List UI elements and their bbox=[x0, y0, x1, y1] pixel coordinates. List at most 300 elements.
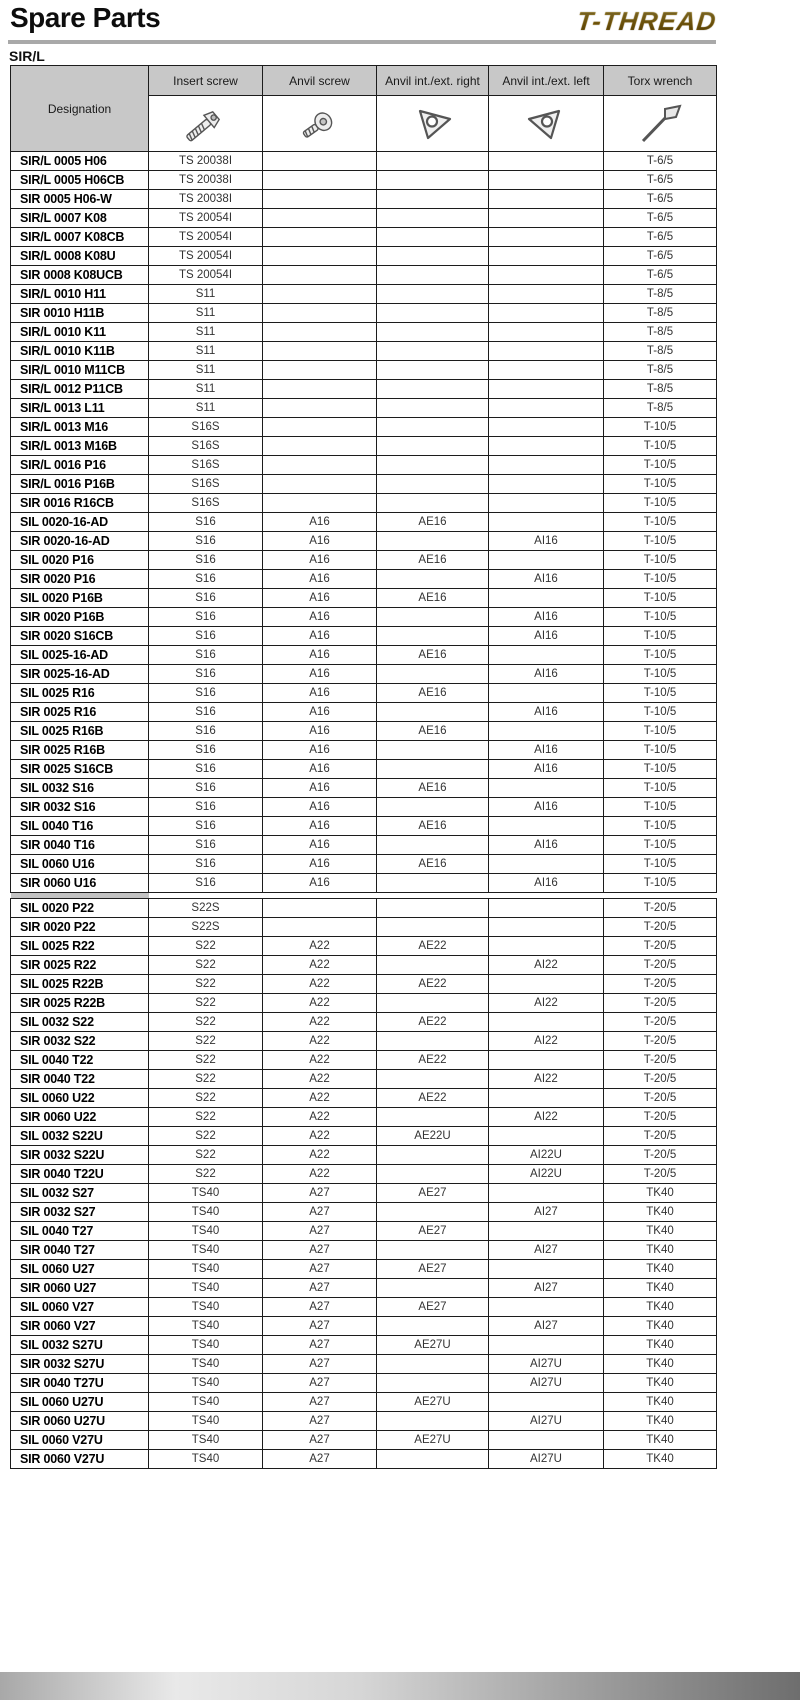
value-cell bbox=[489, 551, 604, 570]
value-cell bbox=[263, 494, 377, 513]
table-row bbox=[11, 1355, 717, 1374]
value-cell: A22 bbox=[263, 1032, 377, 1051]
table-row bbox=[11, 1222, 717, 1241]
value-cell bbox=[377, 665, 489, 684]
value-cell bbox=[377, 228, 489, 247]
value-cell: AI22U bbox=[489, 1165, 604, 1184]
table-row bbox=[11, 798, 717, 817]
value-cell: S16 bbox=[149, 646, 263, 665]
value-cell bbox=[489, 247, 604, 266]
value-cell: TS 20038I bbox=[149, 190, 263, 209]
value-cell: T-10/5 bbox=[604, 475, 717, 494]
value-cell: TK40 bbox=[604, 1412, 717, 1431]
column-header-insert-screw: Insert screw bbox=[149, 66, 263, 96]
value-cell bbox=[263, 190, 377, 209]
value-cell: TK40 bbox=[604, 1184, 717, 1203]
value-cell: AE16 bbox=[377, 855, 489, 874]
value-cell: AI27 bbox=[489, 1317, 604, 1336]
value-cell: S22 bbox=[149, 975, 263, 994]
table-row bbox=[11, 380, 717, 399]
designation-cell: SIR 0008 K08UCB bbox=[11, 266, 149, 285]
value-cell: AI27U bbox=[489, 1374, 604, 1393]
value-cell: TK40 bbox=[604, 1374, 717, 1393]
value-cell: A16 bbox=[263, 627, 377, 646]
value-cell bbox=[377, 437, 489, 456]
value-cell: S16 bbox=[149, 532, 263, 551]
anvil-insert-right-icon bbox=[405, 100, 461, 148]
value-cell bbox=[489, 1431, 604, 1450]
designation-cell: SIR 0060 V27U bbox=[11, 1450, 149, 1469]
value-cell: T-10/5 bbox=[604, 779, 717, 798]
value-cell bbox=[377, 247, 489, 266]
value-cell bbox=[377, 1070, 489, 1089]
value-cell: AI16 bbox=[489, 570, 604, 589]
value-cell: A16 bbox=[263, 817, 377, 836]
value-cell bbox=[377, 899, 489, 918]
table-row bbox=[11, 1203, 717, 1222]
value-cell: S22 bbox=[149, 1032, 263, 1051]
designation-cell: SIR 0040 T27 bbox=[11, 1241, 149, 1260]
value-cell: A16 bbox=[263, 703, 377, 722]
value-cell: A16 bbox=[263, 589, 377, 608]
designation-cell: SIR 0060 U22 bbox=[11, 1108, 149, 1127]
value-cell bbox=[377, 304, 489, 323]
value-cell bbox=[489, 918, 604, 937]
value-cell bbox=[263, 323, 377, 342]
value-cell: S16 bbox=[149, 589, 263, 608]
value-cell: AI16 bbox=[489, 665, 604, 684]
value-cell: T-8/5 bbox=[604, 285, 717, 304]
designation-cell: SIR 0025 R16 bbox=[11, 703, 149, 722]
designation-cell: SIL 0060 U16 bbox=[11, 855, 149, 874]
table-row bbox=[11, 247, 717, 266]
table-row bbox=[11, 361, 717, 380]
designation-cell: SIR 0060 U27U bbox=[11, 1412, 149, 1431]
value-cell: A16 bbox=[263, 665, 377, 684]
value-cell: TS40 bbox=[149, 1412, 263, 1431]
value-cell: AI27 bbox=[489, 1241, 604, 1260]
value-cell: AI16 bbox=[489, 627, 604, 646]
value-cell bbox=[489, 646, 604, 665]
value-cell: A27 bbox=[263, 1450, 377, 1469]
value-cell: T-10/5 bbox=[604, 684, 717, 703]
table-row bbox=[11, 779, 717, 798]
value-cell: S11 bbox=[149, 342, 263, 361]
anvil-right-icon-cell bbox=[377, 96, 489, 152]
value-cell: T-8/5 bbox=[604, 380, 717, 399]
value-cell: S16 bbox=[149, 741, 263, 760]
column-header-torx-wrench: Torx wrench bbox=[604, 66, 717, 96]
spare-parts-table bbox=[10, 65, 717, 1469]
table-row bbox=[11, 608, 717, 627]
table-row bbox=[11, 1393, 717, 1412]
value-cell: A16 bbox=[263, 551, 377, 570]
value-cell bbox=[263, 266, 377, 285]
value-cell: TS 20054I bbox=[149, 228, 263, 247]
value-cell bbox=[489, 1089, 604, 1108]
value-cell bbox=[263, 456, 377, 475]
table-row bbox=[11, 703, 717, 722]
table-body bbox=[11, 152, 717, 1469]
value-cell: A22 bbox=[263, 1127, 377, 1146]
value-cell: TS 20054I bbox=[149, 266, 263, 285]
value-cell bbox=[377, 285, 489, 304]
value-cell bbox=[489, 1222, 604, 1241]
value-cell: A22 bbox=[263, 994, 377, 1013]
insert-screw-icon-cell bbox=[149, 96, 263, 152]
value-cell bbox=[377, 1355, 489, 1374]
value-cell: S22 bbox=[149, 1127, 263, 1146]
value-cell: AE22 bbox=[377, 1013, 489, 1032]
value-cell: T-10/5 bbox=[604, 855, 717, 874]
table-row bbox=[11, 994, 717, 1013]
value-cell: AI16 bbox=[489, 798, 604, 817]
designation-cell: SIL 0025-16-AD bbox=[11, 646, 149, 665]
value-cell bbox=[377, 475, 489, 494]
designation-cell: SIR/L 0010 K11B bbox=[11, 342, 149, 361]
value-cell bbox=[377, 494, 489, 513]
value-cell bbox=[377, 703, 489, 722]
value-cell: T-10/5 bbox=[604, 874, 717, 893]
value-cell: TS40 bbox=[149, 1450, 263, 1469]
value-cell bbox=[263, 209, 377, 228]
value-cell: S16S bbox=[149, 475, 263, 494]
value-cell bbox=[377, 1317, 489, 1336]
table-row bbox=[11, 1032, 717, 1051]
value-cell bbox=[489, 1051, 604, 1070]
designation-cell: SIR/L 0010 M11CB bbox=[11, 361, 149, 380]
value-cell: A16 bbox=[263, 741, 377, 760]
brand-logo: T-THREAD bbox=[575, 6, 718, 36]
designation-cell: SIR/L 0005 H06 bbox=[11, 152, 149, 171]
value-cell: AE27U bbox=[377, 1336, 489, 1355]
value-cell bbox=[489, 190, 604, 209]
value-cell: S16 bbox=[149, 722, 263, 741]
designation-cell: SIR 0020 P16B bbox=[11, 608, 149, 627]
designation-cell: SIL 0040 T16 bbox=[11, 817, 149, 836]
value-cell bbox=[263, 228, 377, 247]
value-cell: A22 bbox=[263, 975, 377, 994]
value-cell: TS40 bbox=[149, 1222, 263, 1241]
value-cell: A22 bbox=[263, 1165, 377, 1184]
value-cell: T-6/5 bbox=[604, 247, 717, 266]
value-cell: AI16 bbox=[489, 741, 604, 760]
value-cell: A27 bbox=[263, 1412, 377, 1431]
value-cell: S16S bbox=[149, 494, 263, 513]
value-cell: S22 bbox=[149, 1070, 263, 1089]
table-row bbox=[11, 589, 717, 608]
value-cell: A16 bbox=[263, 874, 377, 893]
value-cell bbox=[377, 456, 489, 475]
table-row bbox=[11, 956, 717, 975]
value-cell: TK40 bbox=[604, 1203, 717, 1222]
value-cell bbox=[377, 1450, 489, 1469]
value-cell: T-8/5 bbox=[604, 399, 717, 418]
value-cell: AI16 bbox=[489, 874, 604, 893]
value-cell: S22 bbox=[149, 1165, 263, 1184]
value-cell bbox=[377, 418, 489, 437]
designation-cell: SIL 0032 S22U bbox=[11, 1127, 149, 1146]
value-cell: S22 bbox=[149, 994, 263, 1013]
table-row bbox=[11, 722, 717, 741]
anvil-insert-left-icon bbox=[518, 100, 574, 148]
value-cell bbox=[263, 918, 377, 937]
value-cell: T-20/5 bbox=[604, 1089, 717, 1108]
anvil-screw-icon bbox=[292, 100, 348, 148]
value-cell bbox=[263, 152, 377, 171]
value-cell bbox=[377, 608, 489, 627]
designation-cell: SIR/L 0016 P16 bbox=[11, 456, 149, 475]
value-cell: TS40 bbox=[149, 1374, 263, 1393]
value-cell: AI16 bbox=[489, 760, 604, 779]
table-row bbox=[11, 1127, 717, 1146]
designation-cell: SIR 0025-16-AD bbox=[11, 665, 149, 684]
column-header-anvil-left: Anvil int./ext. left bbox=[489, 66, 604, 96]
value-cell: A16 bbox=[263, 779, 377, 798]
value-cell bbox=[377, 1241, 489, 1260]
value-cell: S22 bbox=[149, 1108, 263, 1127]
value-cell: T-10/5 bbox=[604, 798, 717, 817]
value-cell: S22 bbox=[149, 1051, 263, 1070]
value-cell: S11 bbox=[149, 323, 263, 342]
table-row bbox=[11, 456, 717, 475]
title-divider bbox=[8, 40, 716, 44]
designation-cell: SIR 0010 H11B bbox=[11, 304, 149, 323]
value-cell bbox=[489, 456, 604, 475]
value-cell bbox=[489, 380, 604, 399]
table-row bbox=[11, 1184, 717, 1203]
value-cell: T-6/5 bbox=[604, 228, 717, 247]
value-cell: A22 bbox=[263, 956, 377, 975]
insert-screw-icon bbox=[178, 100, 234, 148]
value-cell bbox=[489, 209, 604, 228]
value-cell: TK40 bbox=[604, 1298, 717, 1317]
torx-wrench-icon bbox=[632, 100, 688, 148]
value-cell: AE22 bbox=[377, 975, 489, 994]
value-cell: T-6/5 bbox=[604, 190, 717, 209]
value-cell bbox=[489, 494, 604, 513]
value-cell bbox=[489, 1298, 604, 1317]
designation-cell: SIR 0040 T27U bbox=[11, 1374, 149, 1393]
value-cell: TS40 bbox=[149, 1336, 263, 1355]
value-cell: A16 bbox=[263, 798, 377, 817]
value-cell bbox=[263, 361, 377, 380]
value-cell: S16 bbox=[149, 684, 263, 703]
value-cell: A27 bbox=[263, 1203, 377, 1222]
value-cell: T-10/5 bbox=[604, 760, 717, 779]
designation-cell: SIL 0060 V27U bbox=[11, 1431, 149, 1450]
value-cell: AI27 bbox=[489, 1203, 604, 1222]
value-cell bbox=[489, 152, 604, 171]
value-cell: A27 bbox=[263, 1393, 377, 1412]
designation-cell: SIR 0020 S16CB bbox=[11, 627, 149, 646]
value-cell: S16 bbox=[149, 627, 263, 646]
value-cell bbox=[263, 475, 377, 494]
table-row bbox=[11, 1165, 717, 1184]
designation-cell: SIL 0060 U22 bbox=[11, 1089, 149, 1108]
value-cell: TK40 bbox=[604, 1279, 717, 1298]
value-cell: A27 bbox=[263, 1374, 377, 1393]
value-cell: S16 bbox=[149, 836, 263, 855]
designation-cell: SIL 0020 P22 bbox=[11, 899, 149, 918]
value-cell: T-10/5 bbox=[604, 646, 717, 665]
value-cell bbox=[263, 899, 377, 918]
value-cell: S16 bbox=[149, 855, 263, 874]
value-cell: T-6/5 bbox=[604, 266, 717, 285]
value-cell: T-20/5 bbox=[604, 1032, 717, 1051]
value-cell bbox=[489, 342, 604, 361]
value-cell: T-10/5 bbox=[604, 703, 717, 722]
designation-cell: SIR 0032 S27U bbox=[11, 1355, 149, 1374]
value-cell bbox=[489, 285, 604, 304]
value-cell: A22 bbox=[263, 937, 377, 956]
designation-cell: SIL 0025 R22 bbox=[11, 937, 149, 956]
value-cell: AE16 bbox=[377, 551, 489, 570]
value-cell: T-6/5 bbox=[604, 171, 717, 190]
table-row bbox=[11, 1051, 717, 1070]
value-cell bbox=[377, 342, 489, 361]
value-cell: A22 bbox=[263, 1108, 377, 1127]
value-cell: S16 bbox=[149, 703, 263, 722]
table-row bbox=[11, 646, 717, 665]
value-cell: AE22U bbox=[377, 1127, 489, 1146]
designation-cell: SIL 0060 U27 bbox=[11, 1260, 149, 1279]
table-row bbox=[11, 494, 717, 513]
table-row bbox=[11, 817, 717, 836]
value-cell: T-20/5 bbox=[604, 918, 717, 937]
value-cell: S22S bbox=[149, 918, 263, 937]
value-cell: TK40 bbox=[604, 1450, 717, 1469]
table-row bbox=[11, 1241, 717, 1260]
value-cell: S11 bbox=[149, 361, 263, 380]
value-cell: T-20/5 bbox=[604, 1165, 717, 1184]
value-cell bbox=[489, 418, 604, 437]
designation-cell: SIR 0025 R22 bbox=[11, 956, 149, 975]
value-cell bbox=[377, 798, 489, 817]
designation-cell: SIR 0020-16-AD bbox=[11, 532, 149, 551]
designation-cell: SIR/L 0008 K08U bbox=[11, 247, 149, 266]
value-cell: S22 bbox=[149, 1013, 263, 1032]
value-cell: T-20/5 bbox=[604, 994, 717, 1013]
value-cell bbox=[263, 399, 377, 418]
value-cell bbox=[377, 190, 489, 209]
table-row bbox=[11, 1279, 717, 1298]
value-cell: TK40 bbox=[604, 1336, 717, 1355]
value-cell: TS40 bbox=[149, 1184, 263, 1203]
table-row bbox=[11, 1431, 717, 1450]
value-cell: A22 bbox=[263, 1051, 377, 1070]
value-cell: T-10/5 bbox=[604, 665, 717, 684]
column-header-designation: Designation bbox=[11, 66, 149, 152]
table-row bbox=[11, 190, 717, 209]
value-cell bbox=[377, 760, 489, 779]
value-cell: AE16 bbox=[377, 589, 489, 608]
value-cell bbox=[489, 899, 604, 918]
value-cell bbox=[377, 1108, 489, 1127]
designation-cell: SIL 0032 S27 bbox=[11, 1184, 149, 1203]
value-cell bbox=[377, 1165, 489, 1184]
value-cell bbox=[377, 380, 489, 399]
value-cell: T-20/5 bbox=[604, 1051, 717, 1070]
value-cell bbox=[377, 266, 489, 285]
designation-cell: SIL 0040 T22 bbox=[11, 1051, 149, 1070]
designation-cell: SIR 0060 V27 bbox=[11, 1317, 149, 1336]
value-cell: AI16 bbox=[489, 703, 604, 722]
value-cell bbox=[377, 1203, 489, 1222]
designation-cell: SIL 0060 V27 bbox=[11, 1298, 149, 1317]
value-cell: AI16 bbox=[489, 836, 604, 855]
table-row bbox=[11, 475, 717, 494]
value-cell: AE22 bbox=[377, 1051, 489, 1070]
value-cell bbox=[489, 937, 604, 956]
table-row bbox=[11, 684, 717, 703]
value-cell: TS40 bbox=[149, 1203, 263, 1222]
value-cell: S16S bbox=[149, 456, 263, 475]
value-cell: AE27 bbox=[377, 1260, 489, 1279]
page-title: Spare Parts bbox=[10, 2, 161, 33]
value-cell: A27 bbox=[263, 1260, 377, 1279]
value-cell bbox=[489, 1127, 604, 1146]
value-cell: TS40 bbox=[149, 1260, 263, 1279]
value-cell bbox=[489, 361, 604, 380]
value-cell: TK40 bbox=[604, 1222, 717, 1241]
page-footer-bar bbox=[0, 1672, 800, 1700]
column-header-anvil-screw: Anvil screw bbox=[263, 66, 377, 96]
value-cell bbox=[263, 418, 377, 437]
designation-cell: SIR 0032 S22U bbox=[11, 1146, 149, 1165]
value-cell bbox=[377, 570, 489, 589]
value-cell: S11 bbox=[149, 380, 263, 399]
value-cell: A22 bbox=[263, 1146, 377, 1165]
table-row bbox=[11, 855, 717, 874]
value-cell: T-6/5 bbox=[604, 152, 717, 171]
designation-cell: SIL 0032 S27U bbox=[11, 1336, 149, 1355]
value-cell: A27 bbox=[263, 1317, 377, 1336]
value-cell bbox=[489, 1336, 604, 1355]
table-row bbox=[11, 1336, 717, 1355]
value-cell bbox=[263, 247, 377, 266]
value-cell: T-10/5 bbox=[604, 418, 717, 437]
designation-cell: SIR/L 0005 H06CB bbox=[11, 171, 149, 190]
value-cell: S22S bbox=[149, 899, 263, 918]
value-cell: A27 bbox=[263, 1336, 377, 1355]
designation-cell: SIR 0025 R16B bbox=[11, 741, 149, 760]
value-cell: T-20/5 bbox=[604, 1146, 717, 1165]
designation-cell: SIR 0020 P16 bbox=[11, 570, 149, 589]
value-cell: S22 bbox=[149, 1089, 263, 1108]
table-row bbox=[11, 1146, 717, 1165]
table-row bbox=[11, 437, 717, 456]
value-cell bbox=[377, 836, 489, 855]
value-cell bbox=[377, 956, 489, 975]
value-cell: A22 bbox=[263, 1070, 377, 1089]
value-cell: A27 bbox=[263, 1222, 377, 1241]
value-cell: AE27 bbox=[377, 1184, 489, 1203]
value-cell bbox=[377, 361, 489, 380]
value-cell bbox=[377, 209, 489, 228]
designation-cell: SIR 0040 T22 bbox=[11, 1070, 149, 1089]
value-cell: T-10/5 bbox=[604, 627, 717, 646]
value-cell: AI22 bbox=[489, 1070, 604, 1089]
value-cell: S16 bbox=[149, 665, 263, 684]
value-cell: S22 bbox=[149, 956, 263, 975]
table-row bbox=[11, 1013, 717, 1032]
value-cell bbox=[489, 304, 604, 323]
value-cell: T-6/5 bbox=[604, 209, 717, 228]
value-cell: S16 bbox=[149, 798, 263, 817]
anvil-screw-icon-cell bbox=[263, 96, 377, 152]
designation-cell: SIR/L 0013 M16 bbox=[11, 418, 149, 437]
